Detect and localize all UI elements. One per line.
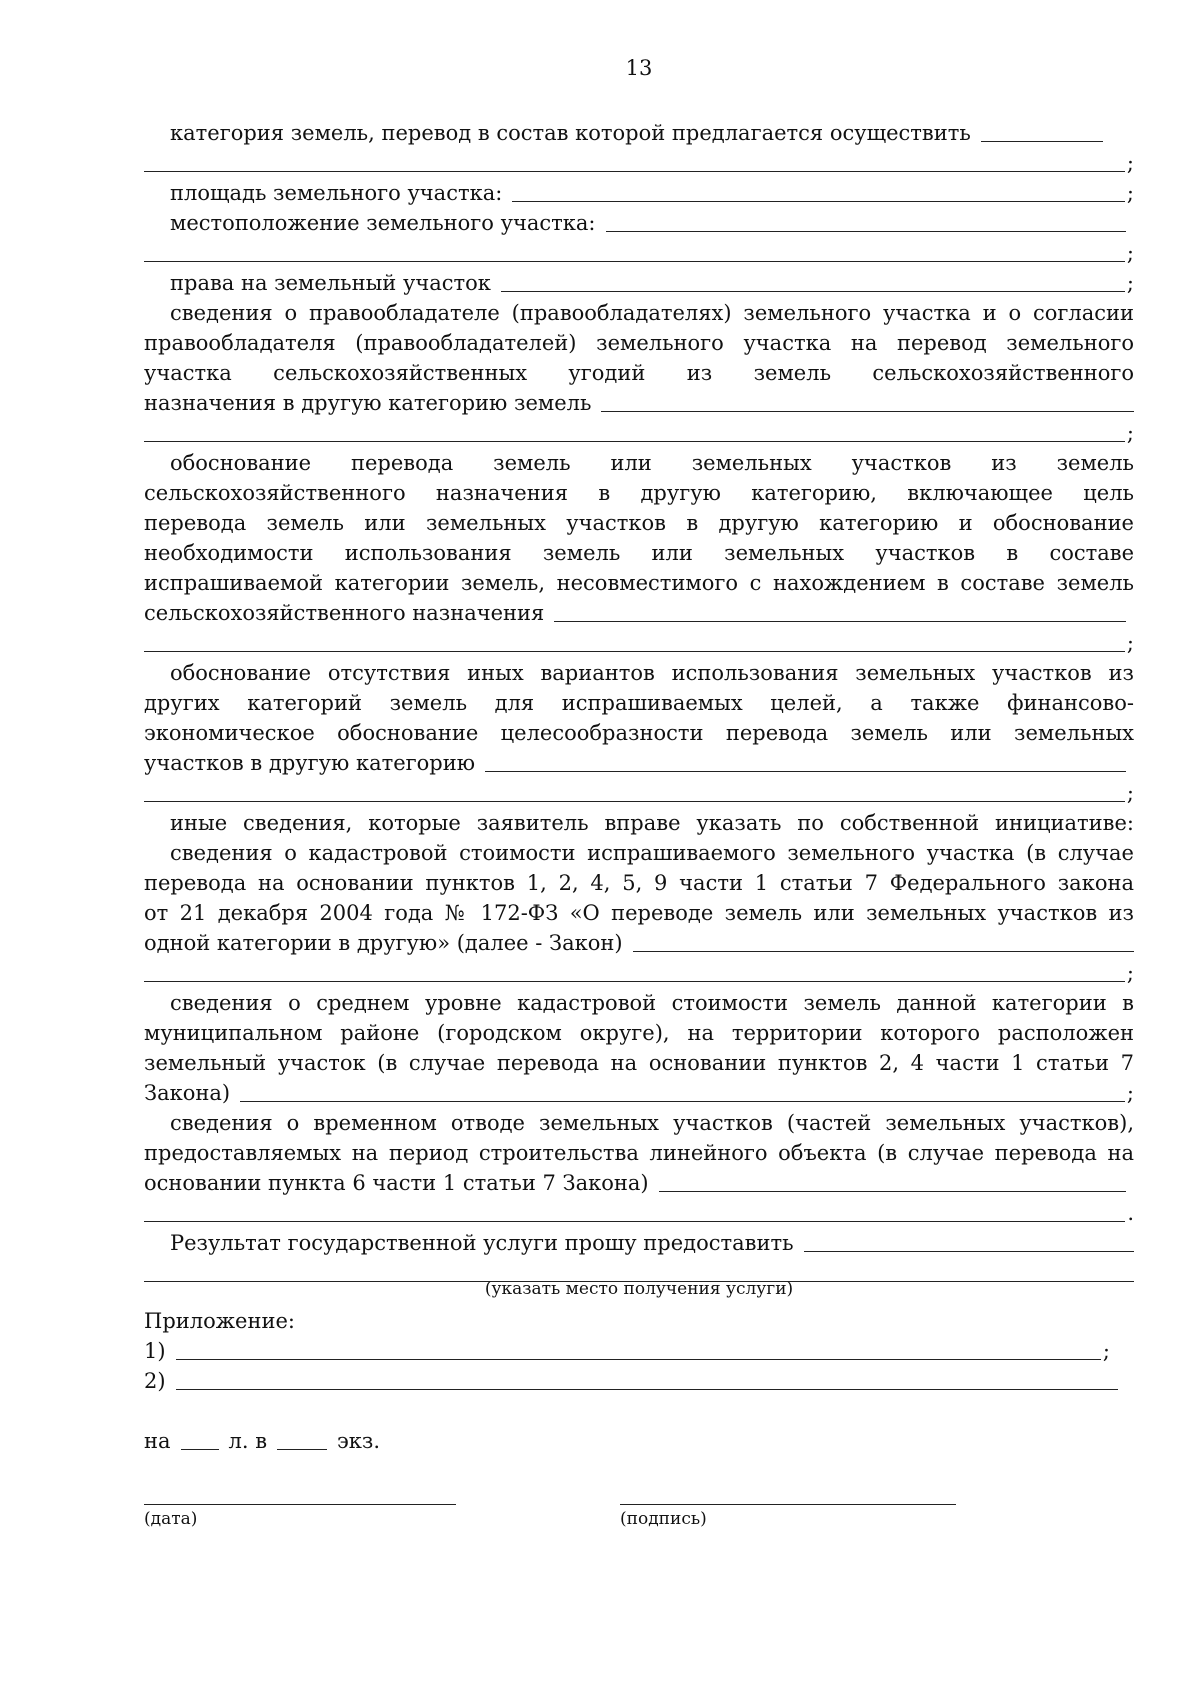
temporary-allocation-field[interactable] xyxy=(659,1171,1126,1192)
paragraph-owner-info: правообладателя (правообладателей) земельного участка на перевод земельного xyxy=(144,331,1134,355)
paragraph-cadastral-value: от 21 декабря 2004 года № 172-ФЗ «О переводе земель или земельных участков из xyxy=(144,901,1134,925)
line-land-category: категория земель, перевод в состав которой предлагается осуществить xyxy=(144,118,1134,148)
line-justification-cont: ; xyxy=(144,628,1134,658)
paragraph-justification: перевода земель или земельных участков в другую категорию и обоснование xyxy=(144,511,1134,535)
land-category-field[interactable] xyxy=(981,121,1103,142)
line-result-delivery: Результат государственной услуги прошу предоставить xyxy=(144,1228,1134,1258)
paragraph-cadastral-value: сведения о кадастровой стоимости испрашиваемого земельного участка (в случае xyxy=(170,841,1134,865)
appendix-item-2-field[interactable] xyxy=(176,1369,1118,1390)
line-owner-info: назначения в другую категорию земель xyxy=(144,388,1134,418)
line-alternatives-cont: ; xyxy=(144,778,1134,808)
plot-rights-field[interactable] xyxy=(501,271,1125,292)
paragraph-cadastral-value: перевода на основании пунктов 1, 2, 4, 5, 9 части 1 статьи 7 Федерального закона xyxy=(144,871,1134,895)
document-page xyxy=(144,0,1134,1698)
paragraph-average-value: сведения о среднем уровне кадастровой стоимости земель данной категории в xyxy=(170,991,1134,1015)
page-number: 13 xyxy=(625,56,653,80)
paragraph-alternatives: экономическое обоснование целесообразности перевода земель или земельных xyxy=(144,721,1134,745)
line-temporary-allocation-cont: . xyxy=(144,1198,1134,1228)
line-land-category-cont: ; xyxy=(144,148,1134,178)
line-other-info: иные сведения, которые заявитель вправе указать по собственной инициативе: xyxy=(170,811,1134,835)
average-value-field[interactable] xyxy=(240,1081,1125,1102)
paragraph-justification: необходимости использования земель или земельных участков в составе xyxy=(144,541,1134,565)
paragraph-justification: сельскохозяйственного назначения в другую категорию, включающее цель xyxy=(144,481,1134,505)
justification-field[interactable] xyxy=(554,601,1126,622)
copies-count-field[interactable] xyxy=(277,1429,327,1450)
cadastral-value-field[interactable] xyxy=(633,931,1134,952)
line-temporary-allocation: основании пункта 6 части 1 статьи 7 Закона) xyxy=(144,1168,1126,1198)
appendix-item-2: 2) xyxy=(144,1366,1118,1396)
paragraph-alternatives: других категорий земель для испрашиваемых целей, а также финансово- xyxy=(144,691,1134,715)
paragraph-average-value: муниципальном районе (городском округе), на территории которого расположен xyxy=(144,1021,1134,1045)
hint-delivery-place: (указать место получения услуги) xyxy=(484,1279,794,1299)
line-owner-info-cont: ; xyxy=(144,418,1134,448)
paragraph-owner-info: сведения о правообладателе (правообладателях) земельного участка и о согласии xyxy=(170,301,1134,325)
date-label: (дата) xyxy=(144,1509,198,1529)
justification-field-2[interactable] xyxy=(144,631,1125,652)
paragraph-temporary-allocation: сведения о временном отводе земельных участков (частей земельных участков), xyxy=(170,1111,1134,1135)
line-justification: сельскохозяйственного назначения xyxy=(144,598,1126,628)
cadastral-value-field-2[interactable] xyxy=(144,961,1125,982)
signature-field[interactable] xyxy=(620,1504,956,1505)
paragraph-justification: испрашиваемой категории земель, несовместимого с нахождением в составе земель xyxy=(144,571,1134,595)
line-average-value: Закона) ; xyxy=(144,1081,1134,1105)
land-category-field-2[interactable] xyxy=(144,151,1125,172)
paragraph-justification: обоснование перевода земель или земельных участков из земель xyxy=(170,451,1134,475)
plot-location-field[interactable] xyxy=(606,211,1127,232)
alternatives-field-2[interactable] xyxy=(144,781,1125,802)
line-plot-location-cont: ; xyxy=(144,238,1134,268)
signature-label: (подпись) xyxy=(620,1509,707,1529)
line-copies: на л. в экз. xyxy=(144,1429,381,1453)
date-field[interactable] xyxy=(144,1504,456,1505)
paragraph-temporary-allocation: предоставляемых на период строительства линейного объекта (в случае перевода на xyxy=(144,1141,1134,1165)
line-plot-location: местоположение земельного участка: xyxy=(144,208,1126,238)
paragraph-alternatives: обоснование отсутствия иных вариантов использования земельных участков из xyxy=(170,661,1134,685)
appendix-item-1-field[interactable] xyxy=(176,1339,1101,1360)
line-cadastral-value: одной категории в другую» (далее - Закон) xyxy=(144,928,1134,958)
line-plot-rights: права на земельный участок ; xyxy=(170,271,1134,295)
temporary-allocation-field-2[interactable] xyxy=(144,1201,1125,1222)
line-cadastral-value-cont: ; xyxy=(144,958,1134,988)
paragraph-owner-info: участка сельскохозяйственных угодий из земель сельскохозяйственного xyxy=(144,361,1134,385)
line-plot-area: площадь земельного участка: ; xyxy=(170,181,1134,205)
paragraph-average-value: земельный участок (в случае перевода на основании пунктов 2, 4 части 1 статьи 7 xyxy=(144,1051,1134,1075)
plot-location-field-2[interactable] xyxy=(144,241,1125,262)
appendix-title: Приложение: xyxy=(144,1309,295,1333)
result-delivery-field[interactable] xyxy=(804,1231,1135,1252)
sheets-count-field[interactable] xyxy=(181,1429,219,1450)
owner-info-field-2[interactable] xyxy=(144,421,1125,442)
plot-area-field[interactable] xyxy=(512,181,1125,202)
line-alternatives: участков в другую категорию xyxy=(144,748,1126,778)
owner-info-field[interactable] xyxy=(601,391,1134,412)
alternatives-field[interactable] xyxy=(485,751,1126,772)
appendix-item-1: 1) ; xyxy=(144,1339,1110,1363)
